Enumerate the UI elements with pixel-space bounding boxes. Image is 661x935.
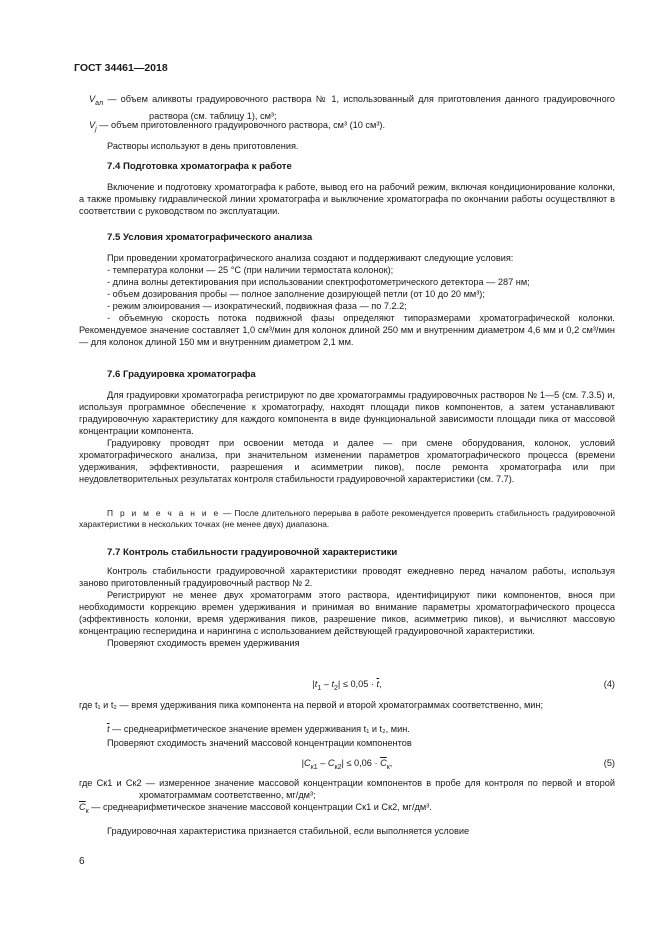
section-7-5-text: При проведении хроматографического анализа создают и поддерживают следующие условия: - температура колонки — 25 °С (при наличии термостата колонок); - длина волны детектирования при использовании спектрофотометрического детектора — 287 нм; - объем дозирования пробы — полное заполнение дозирующей петли (от 10 до 20 мм³); - режим элюирования — изократический, подвижная фаза — по 7.2.2; - объемную скорость потока подвижной фазы определяют типоразмерами хроматографической колонки. Рекомендуемое значение составляет 1,0 см³/мин для колонок длиной 250 мм и внутренним диаметром 4,6 мм и 0,2 см³/мин — для колонок длиной 150 мм и внутренним диаметром 2,1 мм.	[79, 253, 615, 347]
list-item: - температура колонки — 25 °С (при наличии термостата колонок);	[107, 265, 394, 275]
formula-5-where: где Cк1 и Cк2 — измеренное значение массовой концентрации компонентов в пробе для контроля по первой и второй хроматограммам соответственно, мг/дм³;	[79, 778, 615, 800]
section-7-7-p5: Градуировочная характеристика признается стабильной, если выполняется условие	[107, 826, 470, 836]
section-7-7-text: Контроль стабильности градуировочной характеристики проводят ежедневно перед началом работы, используя заново приготовленный градуировочный раствор № 2. Регистрируют не менее двух хроматограмм этого раствора, идентифицируют пики компонентов, внося при необходимости коррекцию времен удерживания и принимая во внимание параметры хроматографического процесса (эффективность колонки, время удерживания пиков, разрешение пиков, асимметрию пиков), и вычисляют массовую концентрацию гесперидина и нарингина с использованием действующей градуировочной характеристики. Проверяют сходимость времен удерживания	[79, 566, 615, 648]
list-item: - режим элюирования — изократический, подвижная фаза — по 7.2.2;	[107, 301, 407, 311]
section-7-6-text: Для градуировки хроматографа регистрируют по две хроматограммы градуировочных растворов № 1—5 (см. 7.3.5) и, используя программное обеспечение к хроматографу, находят площади пиков компонентов, а затем устанавливают градуировочную характеристику для каждого компонента в виде функциональной зависимости площади пика от массовой концентрации компонента. Градуировку проводят при освоении метода и далее — при смене оборудования, колонок, условий хроматографического анализа, при значительном изменении параметров хроматографического процесса (времени удерживания, эффективности, разрешения и асимметрии пиков), после ремонта хроматографа или при неудовлетворительных результатах контроля стабильности градуировочной характеристики (см. 7.7).	[79, 390, 615, 484]
section-7-6-heading: 7.6 Градуировка хроматографа	[107, 369, 256, 380]
formula-5-number: (5)	[603, 758, 615, 768]
section-7-7-p4: Проверяют сходимость значений массовой концентрации компонентов	[107, 738, 412, 748]
definition-v-j: $V_j$ — объем приготовленного градуировочного раствора, см³ (10 см³).	[89, 120, 385, 133]
page-number: 6	[79, 856, 85, 867]
list-item: - объем дозирования пробы — полное заполнение дозирующей петли (от 10 до 20 мм³);	[107, 289, 485, 299]
section-7-7-heading: 7.7 Контроль стабильности градуировочной характеристики	[107, 547, 398, 558]
section-7-4-text: Включение и подготовку хроматографа к работе, вывод его на рабочий режим, включая кондиционирование колонки, а также промывку гидравлической линии хроматографа и выключение хроматографа по окончании работы осуществляют в соответствии с руководством по эксплуатации.	[79, 182, 615, 216]
list-item: - длина волны детектирования при использовании спектрофотометрического детектора — 287 нм;	[107, 277, 530, 287]
formula-4-tbar: $\overline{t}$ — среднеарифметическое значение времен удерживания t₁ и t₂, мин.	[107, 724, 410, 734]
formula-4-where: где t₁ и t₂ — время удерживания пика компонента на первой и второй хроматограммах соответственно, мин;	[79, 700, 544, 710]
formula-5-cbar: $\overline{C}_к$ — среднеарифметическое значение массовой концентрации Cк1 и Cк2, мг/дм³.	[79, 802, 432, 815]
list-item: - объемную скорость потока подвижной фазы определяют типоразмерами хроматографической колонки. Рекомендуемое значение составляет 1,0 см³/мин для колонок длиной 250 мм и внутренним диаметром 4,6 мм и 0,2 см³/мин — для колонок длиной 150 мм и внутренним диаметром 2,1 мм.	[79, 313, 615, 347]
solutions-note: Растворы используют в день приготовления.	[107, 141, 299, 151]
definition-v-al: $V_{ал}$ — объем аликвоты градуировочного раствора № 1, использованный для приготовления данного градуировочного раствора (см. таблицу 1), см³;	[89, 94, 615, 121]
formula-4-expression: $|t_1 - t_2| \le 0,05 \cdot \overline{t}$,	[312, 679, 382, 692]
formula-5-expression: $|C_{к1} - C_{к2}| \le 0,06 \cdot \overline{C}_к$,	[301, 758, 393, 771]
section-7-5-heading: 7.5 Условия хроматографического анализа	[107, 232, 313, 243]
formula-4-number: (4)	[603, 679, 615, 689]
section-7-4-heading: 7.4 Подготовка хроматографа к работе	[107, 161, 292, 172]
section-7-6-note: П р и м е ч а н и е — После длительного перерыва в работе рекомендуется проверить стабильность градуировочной характеристики в нескольких точках (не менее двух) диапазона.	[79, 508, 615, 529]
document-header: ГОСТ 34461—2018	[74, 62, 168, 74]
